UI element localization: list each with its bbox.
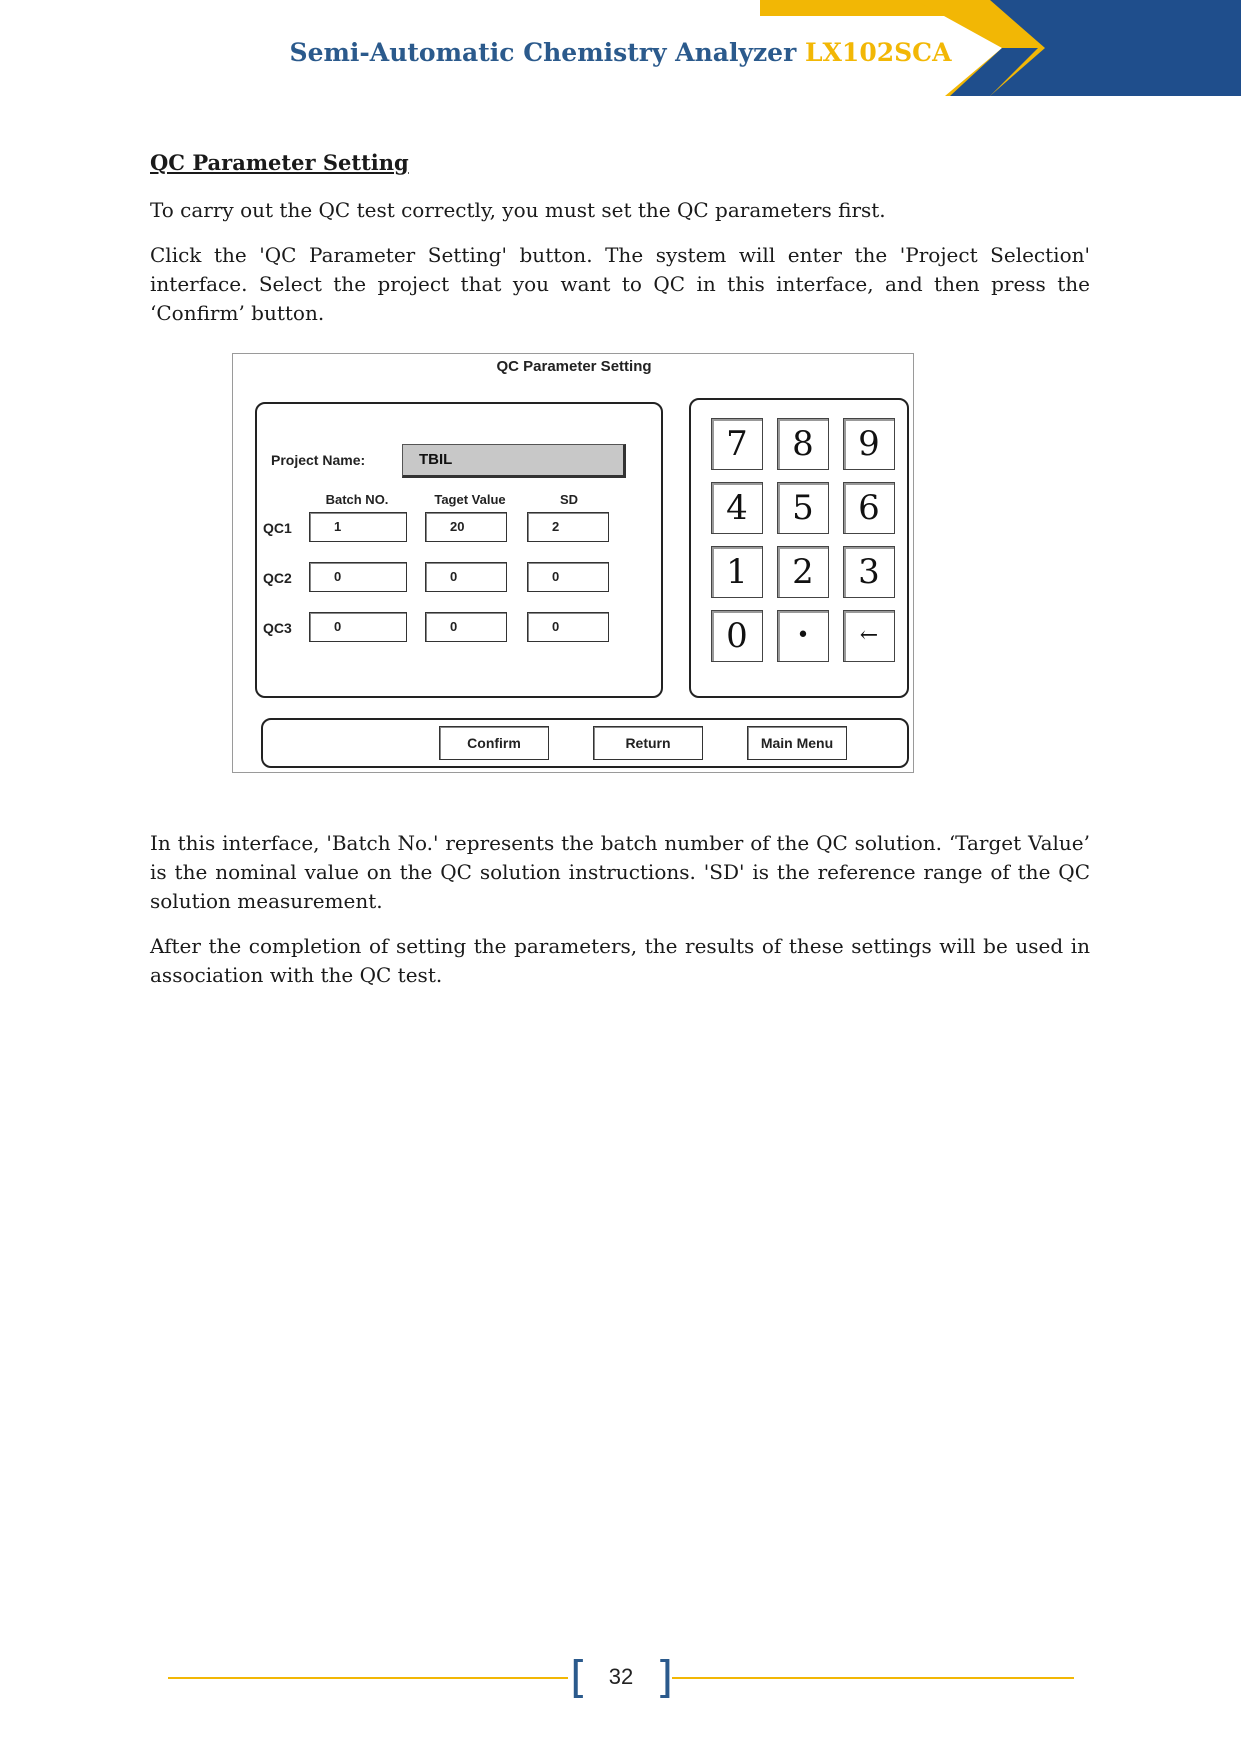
intro-text (150, 196, 1090, 328)
footer-line-left (168, 1677, 568, 1679)
key-7[interactable]: 7 (711, 418, 763, 470)
paragraph-2: Click the 'QC Parameter Setting' button. The system will enter the 'Project Selection' interface. Select the project that you want to QC in this interface, and then press the ‘Confirm’ button. (150, 243, 1090, 325)
key-4[interactable]: 4 (711, 482, 763, 534)
parameter-panel (255, 402, 663, 698)
key-decimal-point[interactable]: • (777, 610, 829, 662)
left-bracket-icon: [ (570, 1652, 588, 1703)
header-model: LX102SCA (804, 38, 952, 67)
qc2-label: QC2 (263, 570, 292, 586)
page-number: 32 (608, 1664, 634, 1689)
qc3-batch-field[interactable]: 0 (309, 612, 407, 642)
confirm-button[interactable]: Confirm (439, 726, 549, 760)
column-sd: SD (559, 492, 579, 507)
qc1-label: QC1 (263, 520, 292, 536)
qc3-sd-field[interactable]: 0 (527, 612, 609, 642)
qc3-label: QC3 (263, 620, 292, 636)
key-2[interactable]: 2 (777, 546, 829, 598)
qc2-batch-field[interactable]: 0 (309, 562, 407, 592)
keypad-panel (689, 398, 909, 698)
section-title: QC Parameter Setting (150, 150, 409, 175)
explanation-text (150, 829, 1090, 990)
key-0[interactable]: 0 (711, 610, 763, 662)
project-name-label: Project Name: (271, 452, 366, 468)
qc1-target-field[interactable]: 20 (425, 512, 507, 542)
qc2-target-field[interactable]: 0 (425, 562, 507, 592)
paragraph-4: After the completion of setting the parameters, the results of these settings will be used in association with the QC test. (150, 934, 1090, 987)
paragraph-3: In this interface, 'Batch No.' represents the batch number of the QC solution. ‘Target Value’ is the nominal value on the QC solution instructions. 'SD' is the reference range of the QC solution measurement. (150, 831, 1090, 913)
project-name-field[interactable]: TBIL (402, 444, 626, 478)
paragraph-1: To carry out the QC test correctly, you must set the QC parameters first. (150, 198, 886, 222)
header-chevron-decoration (740, 0, 1241, 96)
qc-parameter-screen (232, 353, 914, 773)
key-1[interactable]: 1 (711, 546, 763, 598)
key-8[interactable]: 8 (777, 418, 829, 470)
key-6[interactable]: 6 (843, 482, 895, 534)
key-9[interactable]: 9 (843, 418, 895, 470)
key-5[interactable]: 5 (777, 482, 829, 534)
column-batch-no: Batch NO. (325, 492, 389, 507)
column-target-value: Taget Value (434, 492, 506, 507)
qc2-sd-field[interactable]: 0 (527, 562, 609, 592)
screen-title: QC Parameter Setting (496, 358, 652, 375)
return-button[interactable]: Return (593, 726, 703, 760)
key-3[interactable]: 3 (843, 546, 895, 598)
qc1-batch-field[interactable]: 1 (309, 512, 407, 542)
qc3-target-field[interactable]: 0 (425, 612, 507, 642)
footer-line-right (672, 1677, 1074, 1679)
right-bracket-icon: ] (656, 1652, 674, 1703)
main-menu-button[interactable]: Main Menu (747, 726, 847, 760)
qc1-sd-field[interactable]: 2 (527, 512, 609, 542)
key-backspace-icon[interactable]: ← (843, 610, 895, 662)
header-title-prefix: Semi-Automatic Chemistry Analyzer (289, 38, 805, 67)
